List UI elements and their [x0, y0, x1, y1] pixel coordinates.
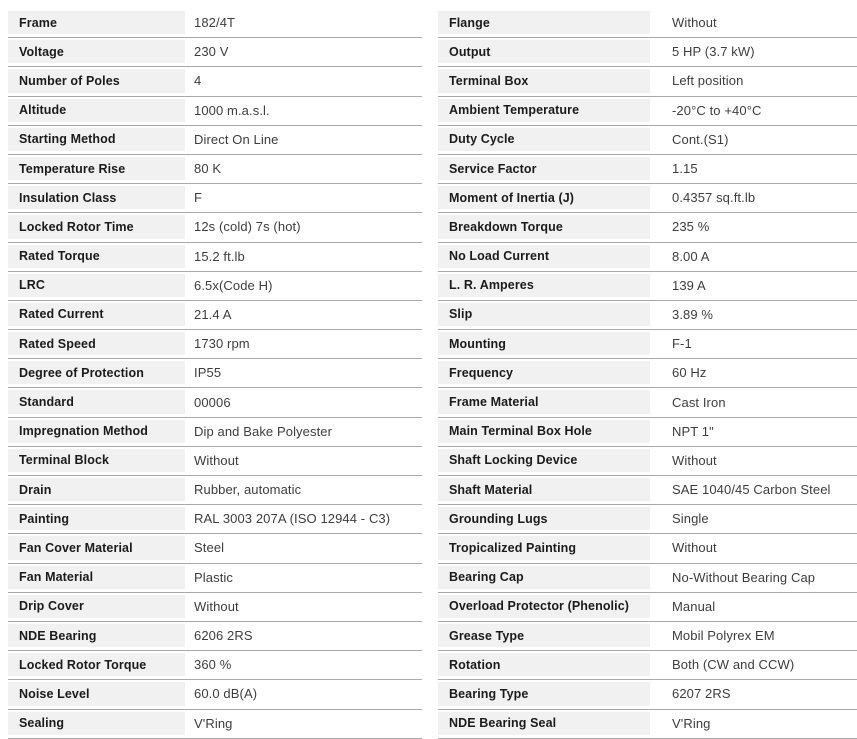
spec-label: Number of Poles: [8, 69, 185, 92]
spec-label: Locked Rotor Time: [8, 215, 185, 238]
spec-label: Moment of Inertia (J): [438, 186, 650, 209]
spec-value: -20°C to +40°C: [672, 102, 762, 118]
spec-label: Voltage: [8, 40, 185, 63]
spec-row: [8, 710, 422, 739]
spec-label: L. R. Amperes: [438, 274, 650, 297]
spec-row: [438, 505, 857, 534]
spec-row: [8, 359, 422, 388]
spec-row: [8, 534, 422, 563]
spec-value: NPT 1": [672, 423, 714, 439]
spec-row: [438, 272, 857, 301]
spec-row: [438, 388, 857, 417]
spec-label: Flange: [438, 11, 650, 34]
spec-value: F-1: [672, 336, 692, 352]
spec-value: V'Ring: [672, 715, 711, 731]
spec-row: [438, 126, 857, 155]
spec-table-left: [8, 9, 422, 739]
spec-label: LRC: [8, 274, 185, 297]
spec-row: [438, 359, 857, 388]
spec-row: [8, 564, 422, 593]
spec-row: [438, 9, 857, 38]
spec-label: Rated Speed: [8, 332, 185, 355]
spec-value: 1.15: [672, 161, 698, 177]
spec-value: 60 Hz: [672, 365, 707, 381]
spec-label: Locked Rotor Torque: [8, 653, 185, 676]
spec-label: Starting Method: [8, 128, 185, 151]
spec-label: Duty Cycle: [438, 128, 650, 151]
spec-value: 3.89 %: [672, 306, 714, 322]
spec-value: 80 K: [194, 161, 222, 177]
spec-row: [438, 680, 857, 709]
spec-label: Mounting: [438, 332, 650, 355]
spec-row: [438, 418, 857, 447]
spec-value: 235 %: [672, 219, 710, 235]
spec-value: Without: [672, 15, 717, 31]
spec-label: Fan Cover Material: [8, 536, 185, 559]
spec-value: 0.4357 sq.ft.lb: [672, 190, 756, 206]
spec-row: [438, 155, 857, 184]
spec-value: Cont.(S1): [672, 131, 729, 147]
spec-row: [8, 593, 422, 622]
spec-row: [8, 184, 422, 213]
spec-row: [8, 9, 422, 38]
spec-label: Slip: [438, 303, 650, 326]
spec-label: Terminal Block: [8, 449, 185, 472]
spec-label: Frequency: [438, 361, 650, 384]
spec-value: SAE 1040/45 Carbon Steel: [672, 482, 831, 498]
spec-value: Steel: [194, 540, 225, 556]
spec-value: Manual: [672, 598, 716, 614]
spec-label: Output: [438, 40, 650, 63]
spec-row: [438, 710, 857, 739]
spec-row: [438, 622, 857, 651]
spec-label: Fan Material: [8, 566, 185, 589]
spec-value: Cast Iron: [672, 394, 726, 410]
spec-label: Drip Cover: [8, 595, 185, 618]
spec-row: [438, 593, 857, 622]
spec-label: Frame Material: [438, 390, 650, 413]
spec-label: Rotation: [438, 653, 650, 676]
spec-row: [8, 155, 422, 184]
spec-value: 8.00 A: [672, 248, 710, 264]
spec-label: Main Terminal Box Hole: [438, 420, 650, 443]
spec-row: [438, 301, 857, 330]
spec-label: Impregnation Method: [8, 420, 185, 443]
spec-row: [8, 213, 422, 242]
spec-row: [438, 476, 857, 505]
spec-row: [438, 534, 857, 563]
spec-value: 139 A: [672, 277, 706, 293]
spec-value: 12s (cold) 7s (hot): [194, 219, 301, 235]
spec-row: [8, 97, 422, 126]
spec-row: [438, 564, 857, 593]
spec-label: Bearing Type: [438, 682, 650, 705]
spec-label: Degree of Protection: [8, 361, 185, 384]
spec-value: Single: [672, 511, 709, 527]
spec-table-right: [438, 9, 857, 739]
spec-row: [8, 126, 422, 155]
spec-value: 1730 rpm: [194, 336, 250, 352]
spec-label: Breakdown Torque: [438, 215, 650, 238]
spec-label: Rated Current: [8, 303, 185, 326]
spec-row: [438, 447, 857, 476]
spec-label: Service Factor: [438, 157, 650, 180]
spec-row: [8, 272, 422, 301]
spec-value: 60.0 dB(A): [194, 686, 258, 702]
spec-value: Without: [672, 540, 717, 556]
spec-value: 15.2 ft.lb: [194, 248, 245, 264]
spec-value: 00006: [194, 394, 231, 410]
spec-value: Without: [194, 452, 239, 468]
spec-label: Bearing Cap: [438, 566, 650, 589]
spec-row: [8, 301, 422, 330]
spec-value: 5 HP (3.7 kW): [672, 44, 755, 60]
spec-row: [8, 447, 422, 476]
spec-label: Altitude: [8, 99, 185, 122]
spec-label: Shaft Locking Device: [438, 449, 650, 472]
spec-label: Grease Type: [438, 624, 650, 647]
spec-value: Mobil Polyrex EM: [672, 628, 775, 644]
spec-row: [438, 97, 857, 126]
spec-value: Rubber, automatic: [194, 482, 302, 498]
spec-row: [8, 67, 422, 96]
spec-label: Tropicalized Painting: [438, 536, 650, 559]
spec-label: Terminal Box: [438, 69, 650, 92]
spec-row: [8, 243, 422, 272]
spec-row: [438, 651, 857, 680]
spec-row: [438, 330, 857, 359]
spec-value: F: [194, 190, 203, 206]
spec-value: Both (CW and CCW): [672, 657, 795, 673]
spec-row: [438, 38, 857, 67]
spec-label: Insulation Class: [8, 186, 185, 209]
spec-value: Without: [672, 452, 717, 468]
spec-label: Grounding Lugs: [438, 507, 650, 530]
spec-label: Overload Protector (Phenolic): [438, 595, 650, 618]
spec-label: NDE Bearing Seal: [438, 712, 650, 735]
spec-value: Dip and Bake Polyester: [194, 423, 333, 439]
spec-row: [8, 505, 422, 534]
spec-label: Standard: [8, 390, 185, 413]
spec-row: [438, 67, 857, 96]
spec-row: [8, 38, 422, 67]
spec-label: Frame: [8, 11, 185, 34]
spec-label: Painting: [8, 507, 185, 530]
spec-row: [438, 213, 857, 242]
spec-value: No-Without Bearing Cap: [672, 569, 816, 585]
spec-value: 21.4 A: [194, 306, 232, 322]
spec-value: 182/4T: [194, 15, 236, 31]
spec-value: Without: [194, 598, 239, 614]
spec-label: Shaft Material: [438, 478, 650, 501]
spec-value: 4: [194, 73, 202, 89]
spec-label: Rated Torque: [8, 245, 185, 268]
spec-row: [8, 476, 422, 505]
spec-value: Plastic: [194, 569, 233, 585]
spec-row: [438, 184, 857, 213]
spec-value: Direct On Line: [194, 131, 279, 147]
spec-label: Drain: [8, 478, 185, 501]
spec-label: Temperature Rise: [8, 157, 185, 180]
spec-label: No Load Current: [438, 245, 650, 268]
spec-value: 1000 m.a.s.l.: [194, 102, 270, 118]
spec-row: [8, 330, 422, 359]
spec-value: 6207 2RS: [672, 686, 731, 702]
spec-row: [8, 651, 422, 680]
spec-value: 6206 2RS: [194, 628, 253, 644]
spec-row: [8, 680, 422, 709]
spec-label: Sealing: [8, 712, 185, 735]
spec-value: 6.5x(Code H): [194, 277, 273, 293]
spec-value: RAL 3003 207A (ISO 12944 - C3): [194, 511, 391, 527]
spec-row: [8, 622, 422, 651]
spec-row: [438, 243, 857, 272]
spec-label: Ambient Temperature: [438, 99, 650, 122]
spec-row: [8, 418, 422, 447]
spec-row: [8, 388, 422, 417]
spec-value: IP55: [194, 365, 222, 381]
spec-label: Noise Level: [8, 682, 185, 705]
spec-value: V'Ring: [194, 715, 233, 731]
spec-value: 230 V: [194, 44, 229, 60]
spec-value: Left position: [672, 73, 744, 89]
spec-label: NDE Bearing: [8, 624, 185, 647]
spec-value: 360 %: [194, 657, 232, 673]
